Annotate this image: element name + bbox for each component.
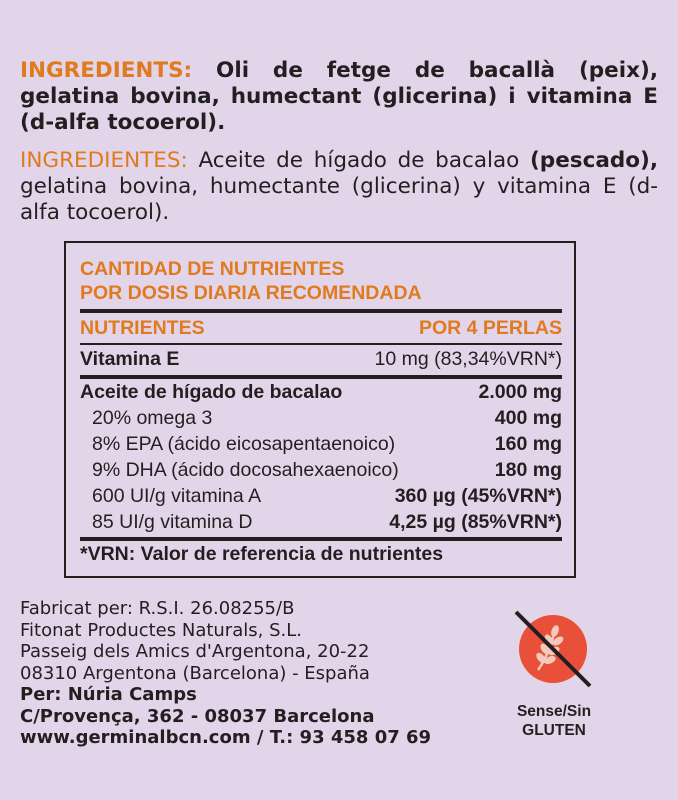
- manufacturer-line: 08310 Argentona (Barcelona) - España: [20, 662, 370, 684]
- manufacturer-line: Passeig dels Amics d'Argentona, 20-22: [20, 641, 370, 662]
- nutrition-table-heading: [80, 257, 422, 305]
- nutrient-value: 400 mg: [494, 407, 562, 429]
- ingredients-catalan-label: INGREDIENTS:: [20, 58, 193, 83]
- section-divider: [80, 375, 562, 379]
- nutrient-value: 10 mg (83,34%VRN*): [374, 348, 562, 370]
- nutrient-value: 180 mg: [494, 459, 562, 481]
- ingredients-spanish-text-1: Aceite de hígado de bacalao: [187, 148, 530, 173]
- ingredients-catalan-allergen: (peix): [578, 58, 650, 83]
- nutrient-label: Vitamina E: [80, 348, 180, 370]
- manufacturer-line: Fitonat Productes Naturals, S.L.: [20, 619, 302, 641]
- manufacturer-line: Fabricat per: R.S.I. 26.08255/B: [20, 598, 295, 619]
- nutrient-row-cod-liver-oil: [80, 381, 562, 405]
- column-header-nutrients: NUTRIENTES: [80, 317, 205, 339]
- nutrition-table: [64, 241, 576, 578]
- column-header-divider: [80, 343, 562, 345]
- nutrition-heading-line2: POR DOSIS DIARIA RECOMENDADA: [80, 282, 422, 304]
- nutrient-sub-row: [80, 511, 562, 535]
- column-headers: [80, 317, 562, 341]
- nutrient-label: 20% omega 3: [92, 407, 213, 429]
- ingredients-catalan-text-2: , gelatina bovina, humectant (glicerina) i vitamina E (d-alfa tocoerol).: [20, 58, 658, 135]
- nutrient-sub-row: [80, 485, 562, 509]
- ingredients-spanish: [20, 148, 658, 226]
- distributor-contact: www.germinalbcn.com / T.: 93 458 07 69: [20, 727, 432, 748]
- gluten-free-icon: [508, 604, 598, 694]
- ingredients-spanish-label: INGREDIENTES:: [20, 148, 188, 173]
- footnote-divider: [80, 537, 562, 541]
- distributor-address: C/Provença, 362 - 08037 Barcelona: [20, 705, 375, 727]
- gluten-label-line2: GLUTEN: [522, 722, 586, 739]
- nutrient-sub-row: [80, 459, 562, 483]
- ingredients-spanish-allergen: (pescado),: [529, 148, 658, 173]
- nutrient-label: 600 UI/g vitamina A: [92, 485, 262, 507]
- distributor-line: Per: Núria Camps: [20, 684, 197, 705]
- nutrient-label: Aceite de hígado de bacalao: [80, 381, 343, 403]
- gluten-label-line1: Sense/Sin: [516, 703, 592, 720]
- nutrient-value: 360 µg (45%VRN*): [394, 485, 562, 507]
- heading-divider: [80, 309, 562, 313]
- nutrient-label: 85 UI/g vitamina D: [92, 511, 253, 533]
- nutrient-sub-row: [80, 433, 562, 457]
- ingredients-catalan: [20, 58, 658, 136]
- nutrient-label: 8% EPA (ácido eicosapentaenoico): [92, 433, 396, 455]
- vrn-footnote: *VRN: Valor de referencia de nutrientes: [80, 543, 444, 565]
- gluten-free-label: [494, 702, 614, 740]
- column-header-amount: POR 4 PERLAS: [418, 317, 562, 339]
- nutrient-value: 4,25 µg (85%VRN*): [389, 511, 562, 533]
- nutrient-sub-row: [80, 407, 562, 431]
- nutrient-value: 160 mg: [494, 433, 562, 455]
- nutrient-label: 9% DHA (ácido docosahexaenoico): [92, 459, 399, 481]
- ingredients-spanish-text-2: gelatina bovina, humectante (glicerina) y vitamina E (d-alfa tocoerol).: [20, 174, 658, 225]
- nutrient-row-vitamin-e: [80, 348, 562, 372]
- nutrient-value: 2.000 mg: [478, 381, 562, 403]
- manufacturer-info: [20, 598, 431, 749]
- nutrition-heading-line1: CANTIDAD DE NUTRIENTES: [80, 258, 345, 280]
- ingredients-catalan-text-1: Oli de fetge de bacallà: [192, 58, 579, 83]
